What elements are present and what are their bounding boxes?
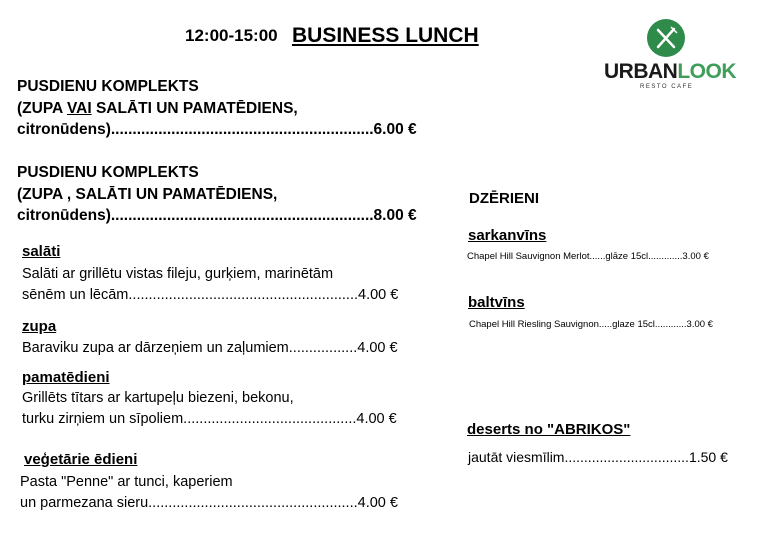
vegetarian-price-line: un parmezana sieru....................................................4.00 € [20, 494, 398, 511]
section-salads-title: salāti [22, 243, 61, 260]
red-wine-item: Chapel Hill Sauvignon Merlot......glāze 15cl.............3.00 € [467, 251, 709, 262]
dessert-title: deserts no "ABRIKOS" [467, 421, 631, 438]
section-soup-title: zupa [22, 318, 57, 335]
white-wine-title: baltvīns [468, 294, 525, 311]
logo-subtitle: RESTO CAFE [640, 84, 694, 90]
set-menu-1-price-line: citronūdens).............................................................6.00 € [17, 121, 417, 138]
serving-time: 12:00-15:00 [185, 26, 278, 45]
set-menu-1-contents-a: (ZUPA [17, 99, 67, 117]
set-menu-1-or: VAI [66, 99, 92, 117]
mains-price-line: turku zirņiem un sīpoliem...........................................4.00 € [22, 410, 397, 427]
fork-knife-icon [647, 19, 685, 57]
logo-word-look: LOOK [677, 60, 736, 83]
salads-description: Salāti ar grillētu vistas fileju, gurķiem, marinētām [22, 266, 334, 282]
set-menu-1 [17, 76, 417, 141]
page-title: BUSINESS LUNCH [292, 24, 479, 47]
section-mains-item [22, 388, 397, 429]
white-wine-item: Chapel Hill Riesling Sauvignon.....glaze 15cl............3.00 € [469, 319, 713, 330]
section-vegetarian-title: veģetārie ēdieni [24, 451, 138, 468]
set-menu-1-contents-b: SALĀTI UN PAMATĒDIENS, [91, 99, 298, 117]
logo-word-urban: URBAN [604, 60, 678, 83]
vegetarian-description: Pasta "Penne" ar tunci, kaperiem [20, 474, 233, 490]
section-vegetarian-item [20, 472, 398, 513]
section-soup-item [22, 338, 398, 359]
set-menu-2-price-line: citronūdens).............................................................8.00 € [17, 207, 417, 224]
logo-badge [647, 19, 685, 57]
set-menu-2-contents: (ZUPA , SALĀTI UN PAMATĒDIENS, [17, 185, 278, 203]
dessert-item: jautāt viesmīlim................................1.50 € [468, 449, 728, 465]
set-menu-1-title: PUSDIENU KOMPLEKTS [17, 78, 199, 95]
salads-price-line: sēnēm un lēcām.........................................................4.00 € [22, 286, 399, 303]
logo-wordmark [604, 60, 736, 84]
set-menu-2-title: PUSDIENU KOMPLEKTS [17, 164, 199, 181]
soup-price-line: Baraviku zupa ar dārzeņiem un zaļumiem.................4.00 € [22, 340, 398, 356]
red-wine-title: sarkanvīns [468, 227, 547, 244]
section-mains-title: pamatēdieni [22, 369, 110, 386]
set-menu-2 [17, 162, 417, 227]
drinks-title: DZĒRIENI [469, 190, 540, 207]
set-menu-1-contents [17, 98, 417, 120]
mains-description: Grillēts tītars ar kartupeļu biezeni, bekonu, [22, 390, 294, 406]
section-salads-item [22, 264, 398, 305]
